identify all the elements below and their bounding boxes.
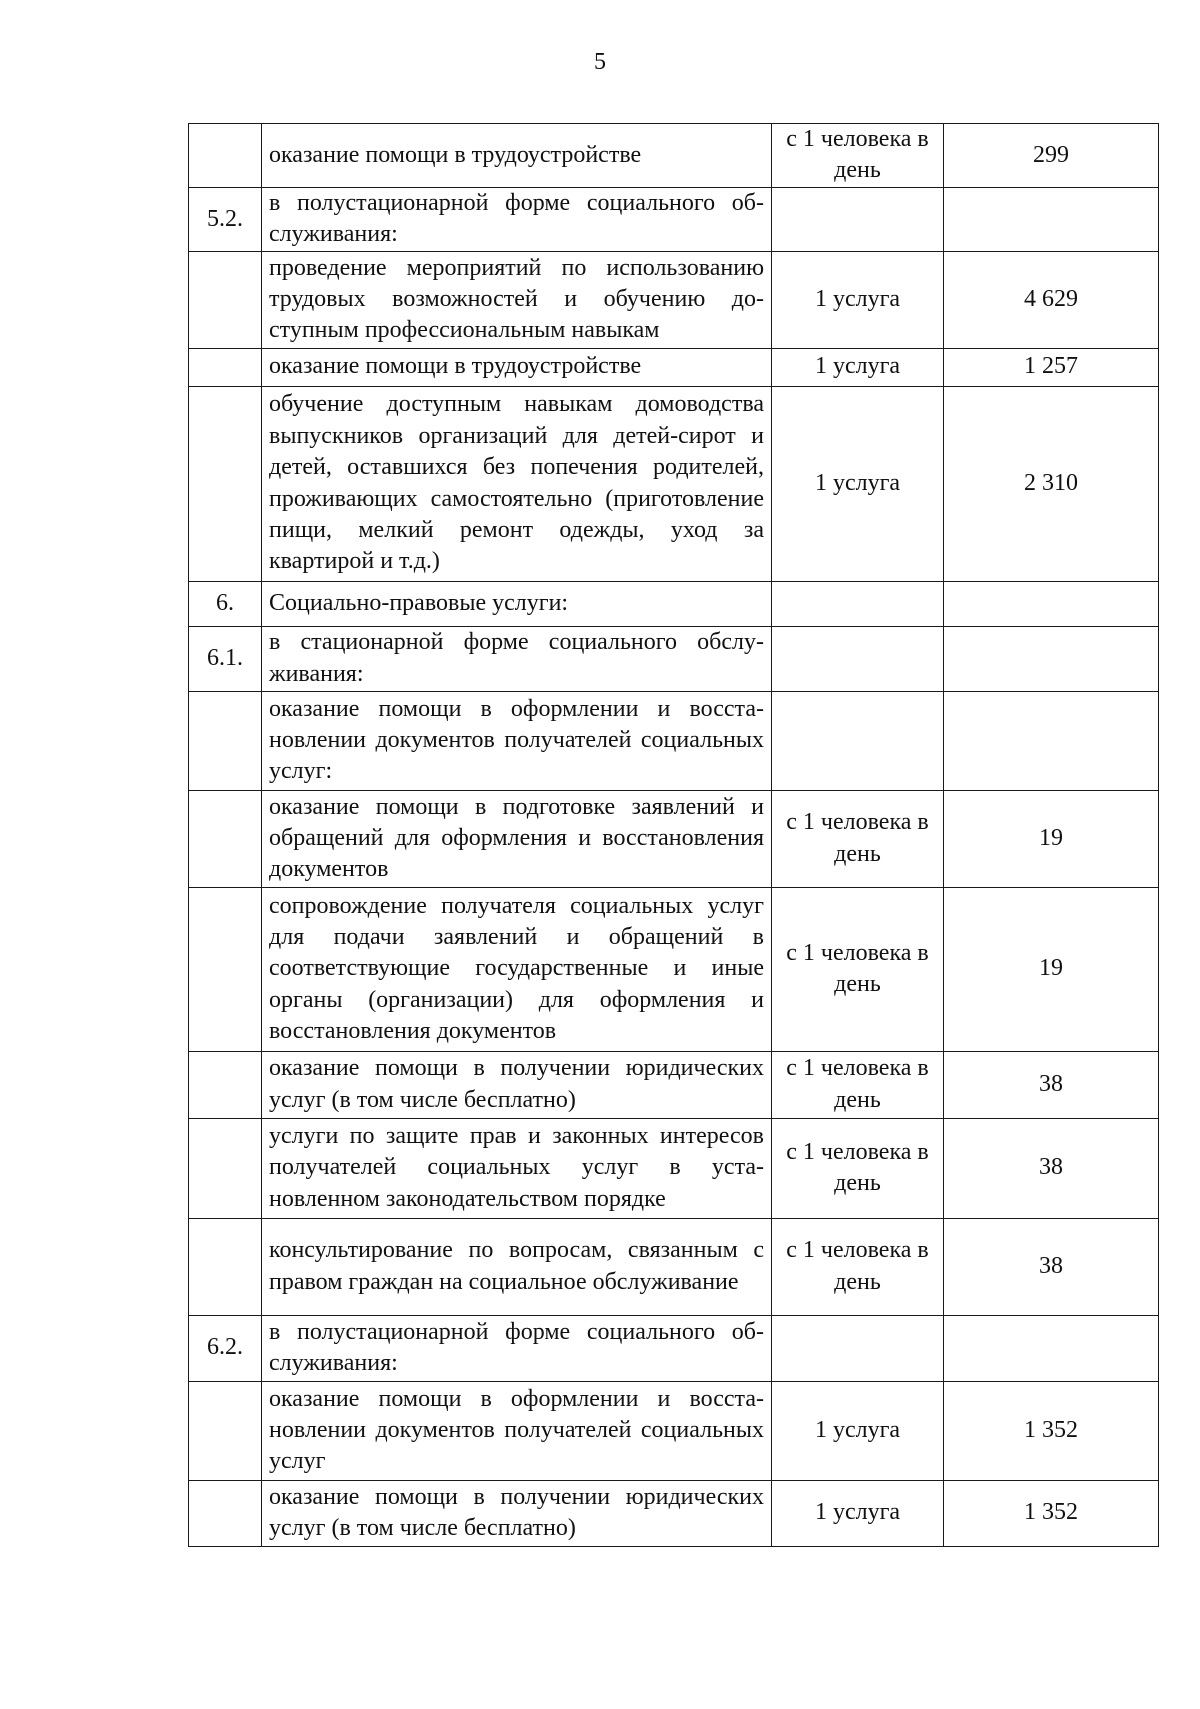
row-number: 6.1.: [189, 626, 262, 691]
service-value: [944, 1315, 1159, 1381]
table-row: [189, 187, 1159, 251]
row-number: [189, 251, 262, 348]
service-unit: 1 услуга: [772, 386, 944, 581]
row-number: [189, 1480, 262, 1546]
service-value: 1 352: [944, 1480, 1159, 1546]
service-unit: с 1 человека в день: [772, 1218, 944, 1315]
service-unit: 1 услуга: [772, 348, 944, 386]
row-number: [189, 790, 262, 887]
service-name: оказание помощи в трудоустройстве: [262, 348, 772, 386]
service-unit: [772, 691, 944, 790]
page-number: 5: [594, 49, 606, 75]
service-unit: с 1 человека в день: [772, 790, 944, 887]
row-number: 6.2.: [189, 1315, 262, 1381]
services-table: [188, 123, 1159, 1547]
row-number: [189, 1051, 262, 1118]
service-unit: [772, 1315, 944, 1381]
service-value: 2 310: [944, 386, 1159, 581]
service-name: оказание помощи в получении юридических услуг (в том числе бесплатно): [262, 1480, 772, 1546]
row-number: [189, 1381, 262, 1480]
service-name: в полустационарной форме социального обслуживания:: [262, 187, 772, 251]
service-name: оказание помощи в получении юридических услуг (в том числе бесплатно): [262, 1051, 772, 1118]
service-unit: с 1 человека в день: [772, 124, 944, 188]
table-row: [189, 1218, 1159, 1315]
service-name: проведение мероприятий по использованию трудовых возможностей и обучению доступным профессиональным навыкам: [262, 251, 772, 348]
table-row: [189, 581, 1159, 626]
row-number: [189, 887, 262, 1051]
table-row: [189, 1381, 1159, 1480]
service-value: 38: [944, 1118, 1159, 1218]
service-name: услуги по защите прав и законных интересов получателей социальных услуг в установленном законодательством порядке: [262, 1118, 772, 1218]
table-row: [189, 691, 1159, 790]
table-row: [189, 386, 1159, 581]
row-number: 6.: [189, 581, 262, 626]
service-name: Социально-правовые услуги:: [262, 581, 772, 626]
service-name: оказание помощи в трудоустройстве: [262, 124, 772, 188]
row-number: [189, 1118, 262, 1218]
service-value: 299: [944, 124, 1159, 188]
service-unit: [772, 581, 944, 626]
service-name: обучение доступным навыкам домоводства выпускников организаций для детей-сирот и детей, оставшихся без попечения родителей, проживающих самостоятельно (приготовление пищи, мелкий ремонт одежды, уход за квартирой и т.д.): [262, 386, 772, 581]
row-number: 5.2.: [189, 187, 262, 251]
service-name: в полустационарной форме социального обслуживания:: [262, 1315, 772, 1381]
table-row: [189, 626, 1159, 691]
row-number: [189, 124, 262, 188]
table-row: [189, 124, 1159, 188]
table-row: [189, 1315, 1159, 1381]
service-value: 1 352: [944, 1381, 1159, 1480]
table-row: [189, 1051, 1159, 1118]
service-value: [944, 626, 1159, 691]
service-unit: с 1 человека в день: [772, 887, 944, 1051]
service-value: 1 257: [944, 348, 1159, 386]
row-number: [189, 386, 262, 581]
service-name: оказание помощи в оформлении и восстановлении документов получателей социальных услуг: [262, 1381, 772, 1480]
service-value: [944, 187, 1159, 251]
service-value: 4 629: [944, 251, 1159, 348]
table-row: [189, 1480, 1159, 1546]
service-name: оказание помощи в оформлении и восстановлении документов получателей социальных услуг:: [262, 691, 772, 790]
table-row: [189, 1118, 1159, 1218]
row-number: [189, 348, 262, 386]
service-name: консультирование по вопросам, связанным с правом граждан на социальное обслуживание: [262, 1218, 772, 1315]
service-name: сопровождение получателя социальных услуг для подачи заявлений и обращений в соответствующие государственные и иные органы (организации) для оформления и восстановления документов: [262, 887, 772, 1051]
table-row: [189, 790, 1159, 887]
service-name: в стационарной форме социального обслуживания:: [262, 626, 772, 691]
service-unit: 1 услуга: [772, 1381, 944, 1480]
service-value: [944, 691, 1159, 790]
service-unit: с 1 человека в день: [772, 1118, 944, 1218]
service-value: 38: [944, 1218, 1159, 1315]
service-unit: [772, 187, 944, 251]
service-name: оказание помощи в подготовке заявлений и обращений для оформления и восстановления документов: [262, 790, 772, 887]
service-value: 19: [944, 887, 1159, 1051]
table-row: [189, 887, 1159, 1051]
service-unit: [772, 626, 944, 691]
service-unit: с 1 человека в день: [772, 1051, 944, 1118]
service-unit: 1 услуга: [772, 1480, 944, 1546]
table-row: [189, 348, 1159, 386]
service-value: 19: [944, 790, 1159, 887]
table-row: [189, 251, 1159, 348]
service-unit: 1 услуга: [772, 251, 944, 348]
row-number: [189, 691, 262, 790]
service-value: [944, 581, 1159, 626]
row-number: [189, 1218, 262, 1315]
service-value: 38: [944, 1051, 1159, 1118]
